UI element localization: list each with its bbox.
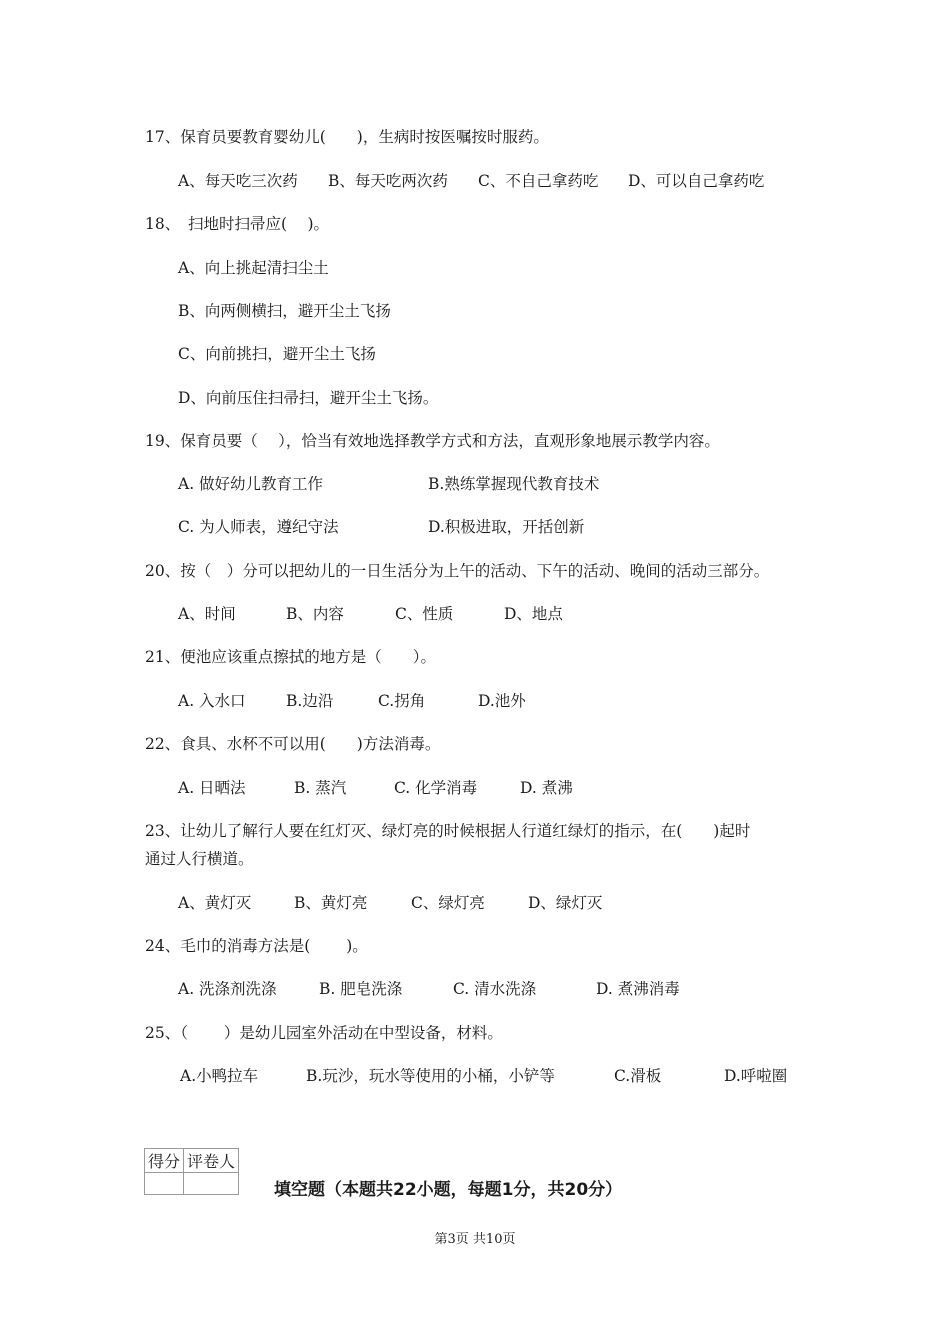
question-23-stem: 23、让幼儿了解行人要在红灯灭、绿灯亮的时候根据人行道红绿灯的指示，在( )起时 <box>145 822 751 840</box>
question-18-option-a: A、向上挑起清扫尘土 <box>178 259 329 277</box>
question-24-option-c: C. 清水洗涤 <box>453 980 537 998</box>
question-25-stem: 25、（ ）是幼儿园室外活动在中型设备，材料。 <box>145 1024 503 1042</box>
question-24-option-b: B. 肥皂洗涤 <box>319 980 403 998</box>
question-18-option-d: D、向前压住扫帚扫，避开尘土飞扬。 <box>178 389 439 407</box>
question-21-option-c: C.拐角 <box>378 692 426 710</box>
question-25-option-d: D.呼啦圈 <box>724 1067 788 1085</box>
question-24-option-a: A. 洗涤剂洗涤 <box>178 980 277 998</box>
question-19-option-a: A. 做好幼儿教育工作 <box>178 475 324 493</box>
score-grader-table <box>144 1148 239 1195</box>
question-20-option-b: B、内容 <box>286 605 344 623</box>
question-23-option-d: D、绿灯灭 <box>528 894 603 912</box>
score-cell <box>145 1173 184 1195</box>
question-20-option-c: C、性质 <box>395 605 454 623</box>
question-22-option-a: A. 日晒法 <box>178 779 246 797</box>
question-19-option-d: D.积极进取，开括创新 <box>428 518 585 536</box>
question-23-stem-continued: 通过人行横道。 <box>145 850 254 868</box>
question-18-option-b: B、向两侧横扫，避开尘土飞扬 <box>178 302 391 320</box>
question-20-option-a: A、时间 <box>178 605 236 623</box>
question-18-stem: 18、 扫地时扫帚应( )。 <box>145 215 329 233</box>
section-title: 填空题（本题共22小题，每题1分，共20分） <box>274 1180 623 1200</box>
question-19-option-c: C. 为人师表，遵纪守法 <box>178 518 339 536</box>
grader-cell <box>184 1173 239 1195</box>
question-17-option-c: C、不自己拿药吃 <box>478 172 599 190</box>
question-25-option-a: A.小鸭拉车 <box>180 1067 259 1085</box>
question-17-option-a: A、每天吃三次药 <box>178 172 298 190</box>
question-22-option-d: D. 煮沸 <box>520 779 573 797</box>
page-footer: 第3页 共10页 <box>434 1232 516 1247</box>
question-23-option-b: B、黄灯亮 <box>294 894 368 912</box>
question-20-option-d: D、地点 <box>504 605 563 623</box>
question-17-option-b: B、每天吃两次药 <box>328 172 448 190</box>
question-24-option-d: D. 煮沸消毒 <box>596 980 680 998</box>
question-25-option-c: C.滑板 <box>614 1067 662 1085</box>
question-19-stem: 19、保育员要（ ），恰当有效地选择教学方式和方法，直观形象地展示教学内容。 <box>145 432 720 450</box>
question-25-option-b: B.玩沙，玩水等使用的小桶，小铲等 <box>306 1067 555 1085</box>
question-22-option-b: B. 蒸汽 <box>294 779 347 797</box>
question-21-option-b: B.边沿 <box>286 692 334 710</box>
question-17-stem: 17、保育员要教育婴幼儿( )，生病时按医嘱按时服药。 <box>145 128 549 146</box>
question-23-option-c: C、绿灯亮 <box>411 894 485 912</box>
score-label: 得分 <box>145 1149 184 1173</box>
question-21-stem: 21、便池应该重点擦拭的地方是（ ）。 <box>145 648 436 666</box>
grader-label: 评卷人 <box>184 1149 239 1173</box>
question-22-option-c: C. 化学消毒 <box>394 779 478 797</box>
question-20-stem: 20、按（ ）分可以把幼儿的一日生活分为上午的活动、下午的活动、晚间的活动三部分。 <box>145 562 770 580</box>
question-21-option-a: A. 入水口 <box>178 692 246 710</box>
question-17-option-d: D、可以自己拿药吃 <box>628 172 765 190</box>
question-19-option-b: B.熟练掌握现代教育技术 <box>428 475 600 493</box>
question-18-option-c: C、向前挑扫，避开尘土飞扬 <box>178 345 376 363</box>
question-23-option-a: A、黄灯灭 <box>178 894 252 912</box>
question-21-option-d: D.池外 <box>478 692 526 710</box>
question-22-stem: 22、食具、水杯不可以用( )方法消毒。 <box>145 735 441 753</box>
question-24-stem: 24、毛巾的消毒方法是( )。 <box>145 937 368 955</box>
